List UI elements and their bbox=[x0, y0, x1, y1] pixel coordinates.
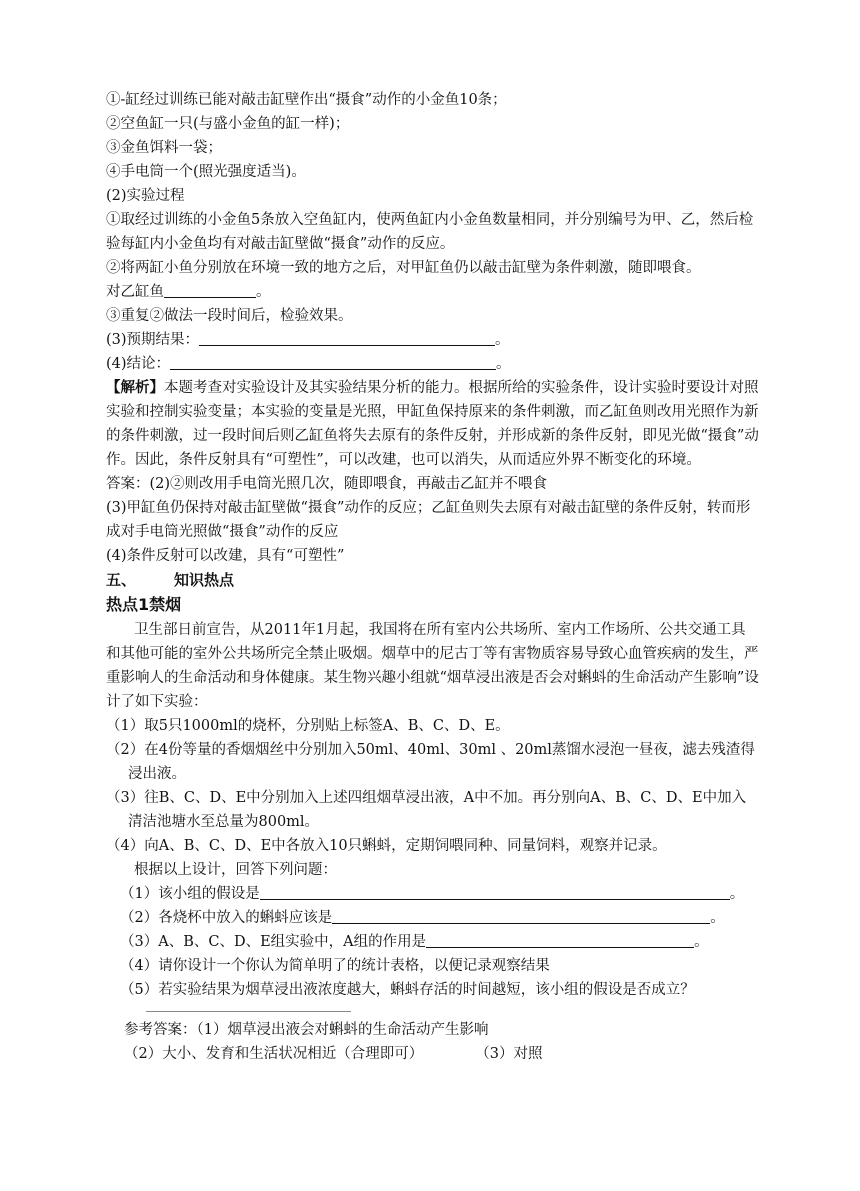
fill-blank bbox=[426, 932, 694, 948]
conclusion: (4)结论： 。 bbox=[106, 356, 511, 372]
process-step-3: ③重复②做法一段时间后，检验效果。 bbox=[106, 308, 353, 324]
reference-answer-2: （2）大小、发育和生活状况相近（合理即可） （3）对照 bbox=[124, 1046, 543, 1062]
fill-blank bbox=[164, 282, 256, 298]
question-5: （5）若实验结果为烟草浸出液浓度越大，蝌蚪存活的时间越短，该小组的假设是否成立？ bbox=[120, 982, 695, 998]
material-1: ①-缸经过训练已能对敲击缸壁作出“摄食”动作的小金鱼10条； bbox=[106, 92, 507, 108]
reference-answer-1: 参考答案：（1）烟草浸出液会对蝌蚪的生命活动产生影响 bbox=[124, 1022, 489, 1038]
hotspot-step-2: （2）在4份等量的香烟烟丝中分别加入50ml、40ml、30ml 、20ml蒸馏水浸泡一昼夜，滤去残渣得浸出液。 bbox=[106, 742, 755, 782]
questions-intro: 根据以上设计，回答下列问题： bbox=[134, 862, 337, 878]
question-4: （4）请你设计一个你认为简单明了的统计表格，以便记录观察结果 bbox=[120, 958, 550, 974]
material-4: ④手电筒一个(照光强度适当)。 bbox=[106, 164, 306, 180]
answer-2: 答案：(2)②则改用手电筒光照几次，随即喂食，再敲击乙缸并不喂食 bbox=[106, 476, 548, 492]
expected-result: (3)预期结果： 。 bbox=[106, 332, 510, 348]
footnote-rule bbox=[146, 1011, 351, 1012]
answer-3: (3)甲缸鱼仍保持对敲击缸壁做“摄食”动作的反应；乙缸鱼则失去原有对敲击缸壁的条件反射，转而形成对手电筒光照做“摄食”动作的反应 bbox=[106, 500, 751, 540]
material-2: ②空鱼缸一只(与盛小金鱼的缸一样)； bbox=[106, 116, 350, 132]
analysis-paragraph: 【解析】本题考查对实验设计及其实验结果分析的能力。根据所给的实验条件，设计实验时要设计对照实验和控制实验变量；本实验的变量是光照，甲缸鱼保持原来的条件刺激，而乙缸鱼则改用光照作为新的条件刺激，过一段时间后则乙缸鱼将失去原有的条件反射，并形成新的条件反射，即见光做“摄食”动作。因此，条件反射具有“可塑性”，可以改建，也可以消失，从而适应外界不断变化的环境。 bbox=[106, 379, 759, 468]
hotspot-step-1: （1）取5只1000ml的烧杯，分别贴上标签A、B、C、D、E。 bbox=[106, 718, 510, 734]
hotspot-step-4: （4）向A、B、C、D、E中各放入10只蝌蚪，定期饲喂同种、同量饲料，观察并记录。 bbox=[106, 838, 667, 854]
fill-blank bbox=[199, 330, 495, 346]
hotspot-step-3: （3）往B、C、D、E中分别加入上述四组烟草浸出液，A中不加。再分别向A、B、C、D、E中加入清洁池塘水至总量为800ml。 bbox=[106, 790, 747, 830]
answer-4: (4)条件反射可以改建，具有“可塑性” bbox=[106, 548, 345, 564]
material-3: ③金鱼饵料一袋； bbox=[106, 140, 222, 156]
fill-blank bbox=[170, 354, 496, 370]
section-heading: 五、 知识热点 bbox=[106, 571, 235, 589]
hotspot-title: 热点1禁烟 bbox=[106, 595, 182, 614]
analysis-tag: 【解析】 bbox=[106, 379, 164, 396]
process-step-2: ②将两缸小鱼分别放在环境一致的地方之后，对甲缸鱼仍以敲击缸壁为条件刺激，随即喂食。 bbox=[106, 260, 701, 276]
fill-blank bbox=[260, 884, 730, 900]
document-page bbox=[106, 88, 760, 1066]
fill-blank bbox=[332, 908, 710, 924]
question-3: （3）A、B、C、D、E组实验中，A组的作用是 。 bbox=[120, 934, 709, 950]
question-2: （2）各烧杯中放入的蝌蚪应该是 。 bbox=[120, 910, 725, 926]
process-step-1: ①取经过训练的小金鱼5条放入空鱼缸内，使两鱼缸内小金鱼数量相同，并分别编号为甲、乙，然后检验每缸内小金鱼均有对敲击缸壁做“摄食”动作的反应。 bbox=[106, 212, 754, 252]
question-1: （1）该小组的假设是 。 bbox=[120, 886, 745, 902]
intro-paragraph: 卫生部日前宣告，从2011年1月起，我国将在所有室内公共场所、室内工作场所、公共交通工具和其他可能的室外公共场所完全禁止吸烟。烟草中的尼古丁等有害物质容易导致心血管疾病的发生，严重影响人的生命活动和身体健康。某生物兴趣小组就“烟草浸出液是否会对蝌蚪的生命活动产生影响”设计了如下实验： bbox=[106, 622, 759, 710]
process-step-2-cont: 对乙缸鱼 。 bbox=[106, 284, 271, 300]
process-title: (2)实验过程 bbox=[106, 188, 185, 204]
